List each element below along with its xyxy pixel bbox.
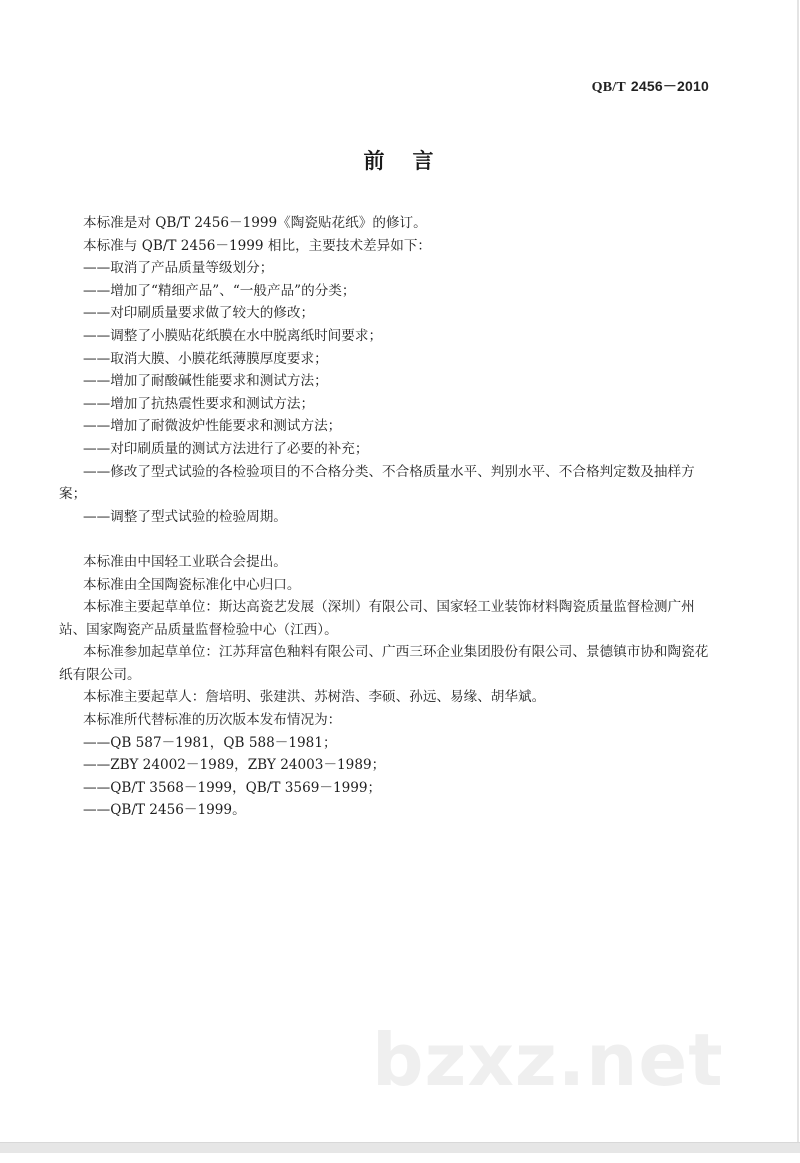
standard-code <box>592 76 709 96</box>
change-item: ——增加了“精细产品”、“一般产品”的分类； <box>83 282 356 299</box>
intro-revision: 本标准是对 QB/T 2456－1999《陶瓷贴花纸》的修订。 <box>83 215 427 231</box>
history-item: ——ZBY 24002－1989，ZBY 24003－1989； <box>83 757 386 774</box>
change-item: ——修改了型式试验的各检验项目的不合格分类、不合格质量水平、判别水平、不合格判定数及抽样方案； <box>59 463 695 503</box>
intro-differences: 本标准与 QB/T 2456－1999 相比，主要技术差异如下： <box>83 237 432 254</box>
change-item: ——取消大膜、小膜花纸薄膜厚度要求； <box>83 350 328 367</box>
history-item: ——QB/T 3568－1999，QB/T 3569－1999； <box>83 779 382 796</box>
proposed-by: 本标准由中国轻工业联合会提出。 <box>83 553 287 570</box>
change-item: ——调整了型式试验的检验周期。 <box>83 508 287 525</box>
standard-number: 2456－2010 <box>630 78 709 94</box>
history-item: ——QB 587－1981，QB 588－1981； <box>83 734 337 751</box>
change-item: ——调整了小膜贴花纸膜在水中脱离纸时间要求； <box>83 327 383 344</box>
change-item: ——对印刷质量要求做了较大的修改； <box>83 305 315 322</box>
history-item: ——QB/T 2456－1999。 <box>83 802 246 819</box>
foreword-body <box>59 212 719 822</box>
centralized-by: 本标准由全国陶瓷标准化中心归口。 <box>83 576 301 593</box>
standard-prefix: QB/T <box>591 80 626 95</box>
change-item: ——对印刷质量的测试方法进行了必要的补充； <box>83 440 369 457</box>
section-gap <box>59 528 719 551</box>
participating-units: 本标准参加起草单位：江苏拜富色釉料有限公司、广西三环企业集团股份有限公司、景德镇市协和陶瓷花纸有限公司。 <box>59 644 709 683</box>
change-item: ——增加了耐微波炉性能要求和测试方法； <box>83 418 342 435</box>
page-title: 前言 <box>363 149 462 173</box>
history-intro: 本标准所代替标准的历次版本发布情况为： <box>83 712 342 729</box>
change-item: ——取消了产品质量等级划分； <box>83 260 274 277</box>
watermark: bzxz.net <box>372 1018 724 1102</box>
change-item: ——增加了耐酸碱性能要求和测试方法； <box>83 373 328 390</box>
main-drafters: 本标准主要起草人：詹培明、张建洪、苏树浩、李硕、孙远、易缘、胡华斌。 <box>83 689 546 706</box>
change-item: ——增加了抗热震性要求和测试方法； <box>83 395 315 412</box>
page-separator <box>0 1142 800 1153</box>
main-drafting-units: 本标准主要起草单位：斯达高瓷艺发展（深圳）有限公司、国家轻工业装饰材料陶瓷质量监督检测广州站、国家陶瓷产品质量监督检验中心（江西）。 <box>59 599 695 638</box>
